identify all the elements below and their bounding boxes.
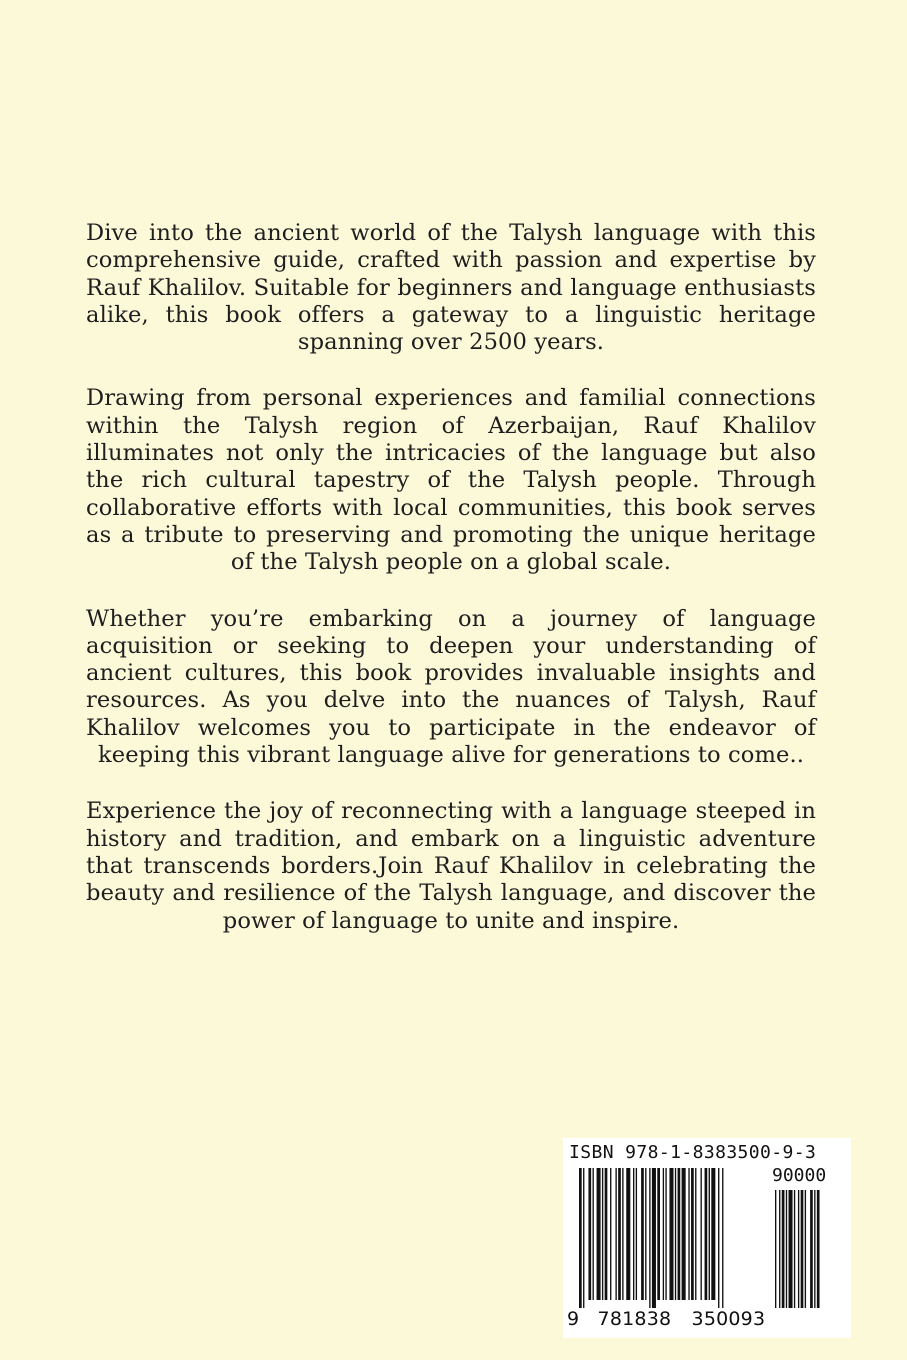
barcode-bar xyxy=(633,1168,634,1300)
barcode-bar xyxy=(691,1168,694,1300)
barcode-bar xyxy=(649,1168,650,1308)
barcode-bar xyxy=(657,1168,660,1300)
barcode-bar xyxy=(688,1168,689,1300)
barcode-bar xyxy=(682,1168,686,1300)
barcode-bar xyxy=(718,1168,719,1308)
barcode-bar xyxy=(722,1168,723,1308)
price-code: 90000 xyxy=(772,1165,827,1186)
ean-left-group: 781838 xyxy=(597,1308,672,1330)
addon-bar xyxy=(817,1190,820,1308)
barcode-bar xyxy=(636,1168,637,1300)
barcode-bar xyxy=(610,1168,611,1300)
addon-bar xyxy=(779,1190,780,1308)
ean-first-digit: 9 xyxy=(567,1308,580,1330)
barcode-bar xyxy=(675,1168,676,1300)
addon-bar xyxy=(786,1190,787,1308)
addon-bar xyxy=(789,1190,793,1308)
barcode-bar xyxy=(705,1168,708,1300)
barcode-bar xyxy=(583,1168,584,1308)
ean-right-group: 350093 xyxy=(691,1308,766,1330)
isbn-barcode xyxy=(563,1138,851,1338)
barcode-bar xyxy=(615,1168,616,1300)
barcode-bar xyxy=(678,1168,681,1300)
addon-bar xyxy=(810,1190,813,1308)
addon-bar xyxy=(805,1190,806,1308)
barcode-bar xyxy=(588,1168,591,1300)
blurb-paragraph-2: Drawing from personal experiences and familial connections within the Talysh region of Azerbaijan, Rauf Khalilov illuminates not only the intricacies of the language but also the rich cultural tapestry of the Talysh people. Through collaborative efforts with local communities, this book serves as a tribute to preserving and promoting the unique heritage of the Talysh people on a global scale. xyxy=(86,385,816,576)
ean-digits xyxy=(567,1308,765,1330)
barcode-bar xyxy=(626,1168,630,1300)
barcode-bar xyxy=(652,1168,656,1308)
barcode-bar xyxy=(711,1168,715,1300)
barcode-bar xyxy=(645,1168,646,1300)
barcode-bar xyxy=(709,1168,710,1300)
isbn-number: ISBN 978-1-8383500-9-3 xyxy=(569,1142,817,1163)
addon-bar xyxy=(775,1190,776,1308)
barcode-bar xyxy=(669,1168,673,1300)
barcode-bar xyxy=(622,1168,623,1300)
barcode-bar xyxy=(663,1168,664,1300)
blurb-paragraph-1: Dive into the ancient world of the Talysh language with this comprehensive guide, crafted with passion and expertise by Rauf Khalilov. Suitable for beginners and language enthusiasts alike, this book offers a gateway to a linguistic heritage spanning over 2500 years. xyxy=(86,220,816,356)
barcode-bar xyxy=(597,1168,601,1300)
barcode-bar xyxy=(701,1168,702,1300)
addon-bar xyxy=(782,1190,785,1308)
barcode-bar xyxy=(641,1168,644,1300)
addon-bar xyxy=(814,1190,815,1308)
addon-bar xyxy=(801,1190,804,1308)
barcode-bar xyxy=(618,1168,621,1300)
addon-bar xyxy=(798,1190,799,1308)
barcode-bar xyxy=(695,1168,696,1300)
barcode-bar xyxy=(602,1168,603,1300)
blurb-text xyxy=(86,220,816,964)
barcode-bar xyxy=(579,1168,582,1308)
barcode-bar xyxy=(605,1168,608,1300)
blurb-paragraph-3: Whether you’re embarking on a journey of language acquisition or seeking to deepen your understanding of ancient cultures, this book provides invaluable insights and resources. As you delve into the nuances of Talysh, Rauf Khalilov welcomes you to participate in the endeavor of keeping this vibrant language alive for generations to come.. xyxy=(86,605,816,769)
blurb-paragraph-4: Experience the joy of reconnecting with a language steeped in history and tradition, and embark on a linguistic adventure that transcends borders.Join Rauf Khalilov in celebrating the beauty and resilience of the Talysh language, and discover the power of language to unite and inspire. xyxy=(86,798,816,934)
addon-bar xyxy=(794,1190,795,1308)
barcode-bar xyxy=(593,1168,594,1300)
barcode-bar xyxy=(665,1168,666,1300)
